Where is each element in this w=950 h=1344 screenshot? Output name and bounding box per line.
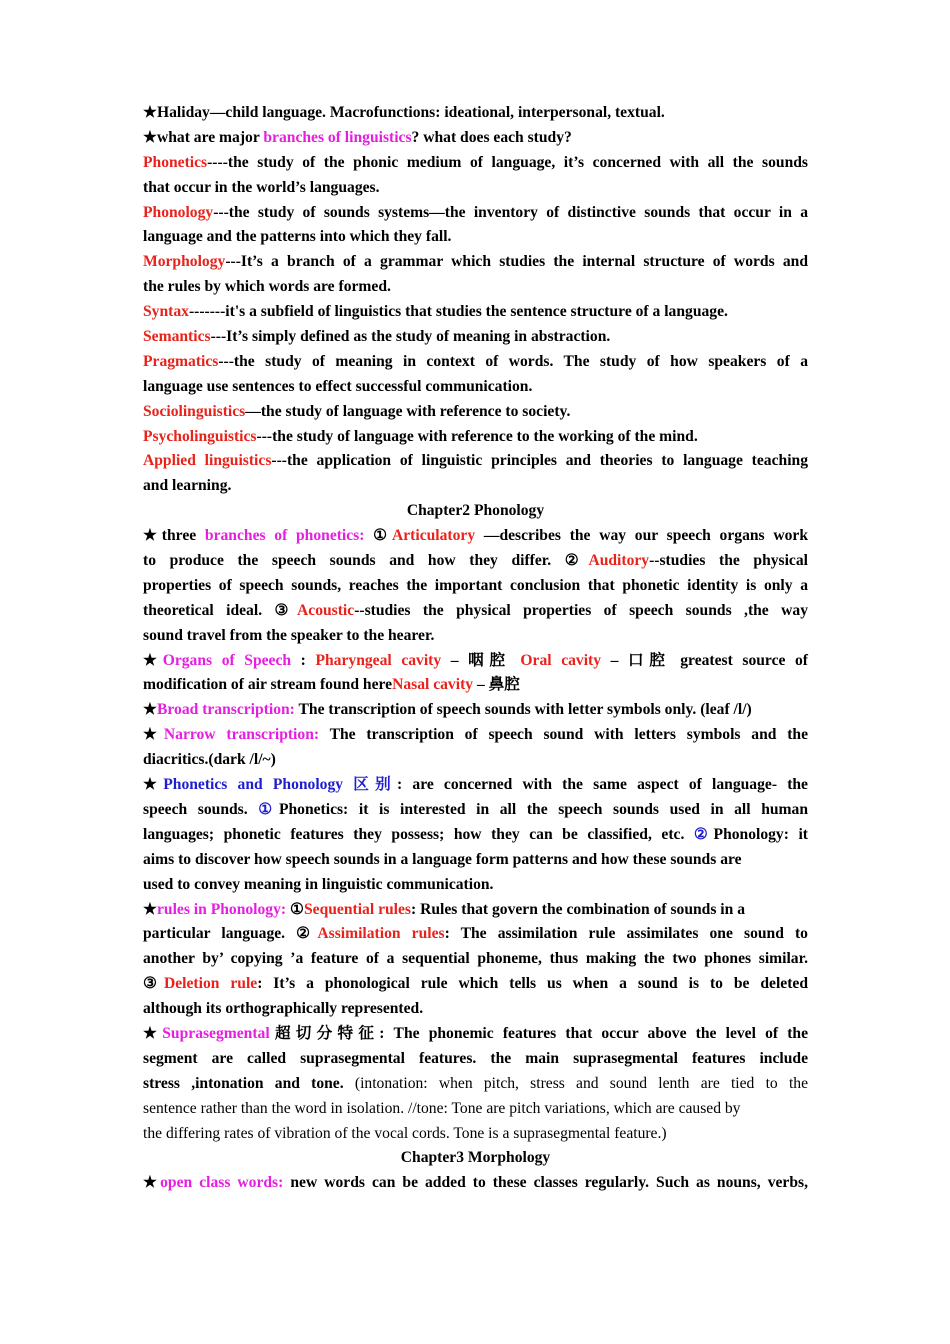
text-line	[143, 773, 808, 798]
text-line	[143, 649, 808, 674]
text-run: ①	[286, 900, 304, 918]
text-run: ★	[143, 651, 163, 669]
text-line	[143, 947, 808, 972]
text-run: and learning.	[143, 477, 232, 495]
text-run: open class words:	[160, 1174, 284, 1192]
text-run: language and the patterns into which they fall.	[143, 228, 452, 246]
text-run: ★Haliday—child language. Macrofunctions: ideational, interpersonal, textual.	[143, 104, 665, 121]
text-line	[143, 126, 808, 151]
text-line	[143, 997, 808, 1022]
text-run: language use sentences to effect successful communication.	[143, 377, 533, 395]
text-line	[143, 449, 808, 474]
text-line	[143, 673, 808, 698]
text-line	[143, 798, 808, 823]
text-line	[143, 848, 808, 873]
text-run: Sequential rules	[303, 900, 411, 918]
chapter-heading	[143, 1146, 808, 1171]
text-line	[143, 1171, 808, 1196]
text-run: the differing rates of vibration of the vocal cords. Tone is a suprasegmental feature.)	[143, 1124, 667, 1142]
text-run: Chapter3 Morphology	[400, 1149, 551, 1167]
text-run: ----the study of the phonic medium of language, it’s concerned with all the sounds	[207, 153, 808, 171]
text-line	[143, 275, 808, 300]
text-line	[143, 474, 808, 499]
chapter-heading	[143, 499, 808, 524]
text-run: rules in Phonology:	[156, 900, 287, 918]
text-run: aims to discover how speech sounds in a language form patterns and how these sounds are	[143, 850, 742, 868]
text-run: Deletion rule	[164, 975, 258, 993]
text-line	[143, 624, 808, 649]
text-run: ③	[143, 975, 164, 993]
text-run: Auditory	[588, 552, 650, 570]
text-run: branches of phonetics:	[204, 527, 365, 545]
text-run: ---the study of meaning in context of words. The study of how speakers of a	[218, 352, 808, 370]
text-line	[143, 574, 808, 599]
text-run: ①	[364, 527, 392, 545]
text-run: – 咽腔	[441, 651, 521, 669]
text-line	[143, 151, 808, 176]
text-run: Nasal cavity	[392, 676, 474, 694]
text-run: ★	[143, 1024, 163, 1042]
text-run: Organs of Speech	[162, 651, 292, 669]
text-run: the rules by which words are formed.	[143, 278, 391, 296]
text-line	[143, 425, 808, 450]
text-run: ①	[258, 800, 279, 818]
text-run: used to convey meaning in linguistic communication.	[143, 875, 494, 893]
text-run: Semantics	[143, 328, 211, 346]
text-run: Acoustic	[297, 601, 355, 619]
text-run: new words can be added to these classes regularly. Such as nouns, verbs,	[283, 1174, 808, 1192]
text-run: Articulatory	[392, 527, 476, 545]
text-run: Oral cavity	[520, 651, 602, 669]
text-run: ★	[143, 1174, 161, 1192]
text-run: branches of linguistics	[263, 128, 412, 146]
text-line	[143, 1047, 808, 1072]
text-run: ★	[143, 701, 157, 719]
text-run: Applied linguistics	[143, 452, 272, 470]
text-run: Sociolinguistics	[143, 402, 246, 420]
text-run: another by’ copying ’a feature of a sequential phoneme, thus making the two phones similar.	[143, 950, 808, 968]
text-run: ★	[143, 776, 164, 794]
text-line	[143, 698, 808, 723]
text-line	[143, 1122, 808, 1147]
text-run: to produce the speech sounds and how they differ. ②	[143, 552, 589, 570]
text-line	[143, 922, 808, 947]
text-line	[143, 325, 808, 350]
text-run: – 鼻腔	[473, 676, 520, 694]
text-run: Assimilation rules	[317, 925, 445, 943]
text-run: that occur in the world’s languages.	[143, 178, 380, 196]
text-line	[143, 350, 808, 375]
text-run: Phonetics and Phonology 区别	[163, 776, 398, 794]
text-run: ---It’s simply defined as the study of meaning in abstraction.	[210, 328, 611, 346]
text-run: :	[291, 651, 316, 669]
text-run: ★	[143, 726, 164, 744]
text-run: 超切分特征: The phonemic features that occur above the level of the	[269, 1024, 809, 1042]
text-run: Phonetics	[143, 153, 208, 171]
text-run: —the study of language with reference to society.	[245, 402, 571, 420]
document-page	[143, 101, 808, 1196]
text-line	[143, 1072, 808, 1097]
text-run: : The assimilation rule assimilates one sound to	[444, 925, 808, 943]
text-run: Narrow transcription:	[163, 726, 320, 744]
text-run: ★	[143, 900, 157, 918]
text-run: Phonology	[143, 203, 214, 221]
text-run: Psycholinguistics	[143, 427, 257, 445]
text-run: Chapter2 Phonology	[406, 502, 545, 520]
text-run: -------it's a subfield of linguistics that studies the sentence structure of a language.	[188, 303, 728, 321]
text-run: ★three	[143, 527, 205, 545]
text-run: stress ,intonation and tone.	[143, 1074, 355, 1092]
text-line	[143, 300, 808, 325]
text-line	[143, 201, 808, 226]
text-line	[143, 375, 808, 400]
text-run: properties of speech sounds, reaches the important conclusion that phonetic identity is only a	[143, 576, 808, 594]
text-run: ? what does each study?	[411, 128, 572, 146]
text-line	[143, 873, 808, 898]
text-run: – 口腔 greatest source of	[601, 651, 809, 669]
text-run: : are concerned with the same aspect of language- the	[397, 776, 808, 794]
text-line	[143, 972, 808, 997]
text-run: —describes the way our speech organs work	[475, 527, 808, 545]
text-line	[143, 748, 808, 773]
text-run: theoretical ideal. ③	[143, 601, 298, 619]
text-run: Phonology: it	[713, 825, 809, 843]
text-line	[143, 549, 808, 574]
text-run: Suprasegmental	[162, 1024, 270, 1042]
text-run: segment are called suprasegmental features. the main suprasegmental features include	[143, 1049, 808, 1067]
text-line	[143, 400, 808, 425]
text-line	[143, 599, 808, 624]
text-line	[143, 823, 808, 848]
text-run: sound travel from the speaker to the hearer.	[143, 626, 435, 644]
text-run: Morphology	[143, 253, 226, 271]
text-run: Pragmatics	[143, 352, 219, 370]
text-run: --studies the physical properties of speech sounds ,the way	[354, 601, 809, 619]
text-run: although its orthographically represented.	[143, 1000, 424, 1018]
text-line	[143, 898, 808, 923]
text-line	[143, 176, 808, 201]
text-run: particular language. ②	[143, 925, 318, 943]
text-run: ---the study of sounds systems—the inventory of distinctive sounds that occur in a	[213, 203, 808, 221]
text-line	[143, 1022, 808, 1047]
text-run: Pharyngeal cavity	[315, 651, 442, 669]
text-line	[143, 101, 808, 126]
text-run: Syntax	[143, 303, 189, 321]
text-run: sentence rather than the word in isolation. //tone: Tone are pitch variations, which are caused by	[143, 1099, 741, 1117]
text-run: The transcription of speech sound with letters symbols and the	[319, 726, 809, 744]
text-run: --studies the physical	[649, 552, 808, 570]
text-run: Phonetics: it is interested in all the speech sounds used in all human	[278, 800, 809, 818]
text-line	[143, 1097, 808, 1122]
text-line	[143, 723, 808, 748]
text-run: languages; phonetic features they possess; how they can be classified, etc.	[143, 825, 694, 843]
text-run: modification of air stream found here	[143, 676, 393, 694]
text-run: : It’s a phonological rule which tells us when a sound is to be deleted	[257, 975, 808, 993]
text-run: speech sounds.	[143, 800, 259, 818]
text-line	[143, 250, 808, 275]
text-line	[143, 225, 808, 250]
text-run: diacritics.(dark /l/~)	[143, 751, 276, 769]
text-run: The transcription of speech sounds with letter symbols only. (leaf /l/)	[294, 701, 752, 719]
text-run: (intonation: when pitch, stress and sound lenth are tied to the	[354, 1074, 808, 1092]
text-run: ★what are major	[143, 128, 264, 146]
text-run: ---It’s a branch of a grammar which studies the internal structure of words and	[225, 253, 808, 271]
text-run: ②	[693, 825, 714, 843]
text-run: ---the application of linguistic principles and theories to language teaching	[271, 452, 808, 470]
text-line	[143, 524, 808, 549]
text-run: Broad transcription:	[156, 701, 295, 719]
text-run: ---the study of language with reference to the working of the mind.	[256, 427, 698, 445]
text-run: : Rules that govern the combination of sounds in a	[411, 900, 746, 918]
